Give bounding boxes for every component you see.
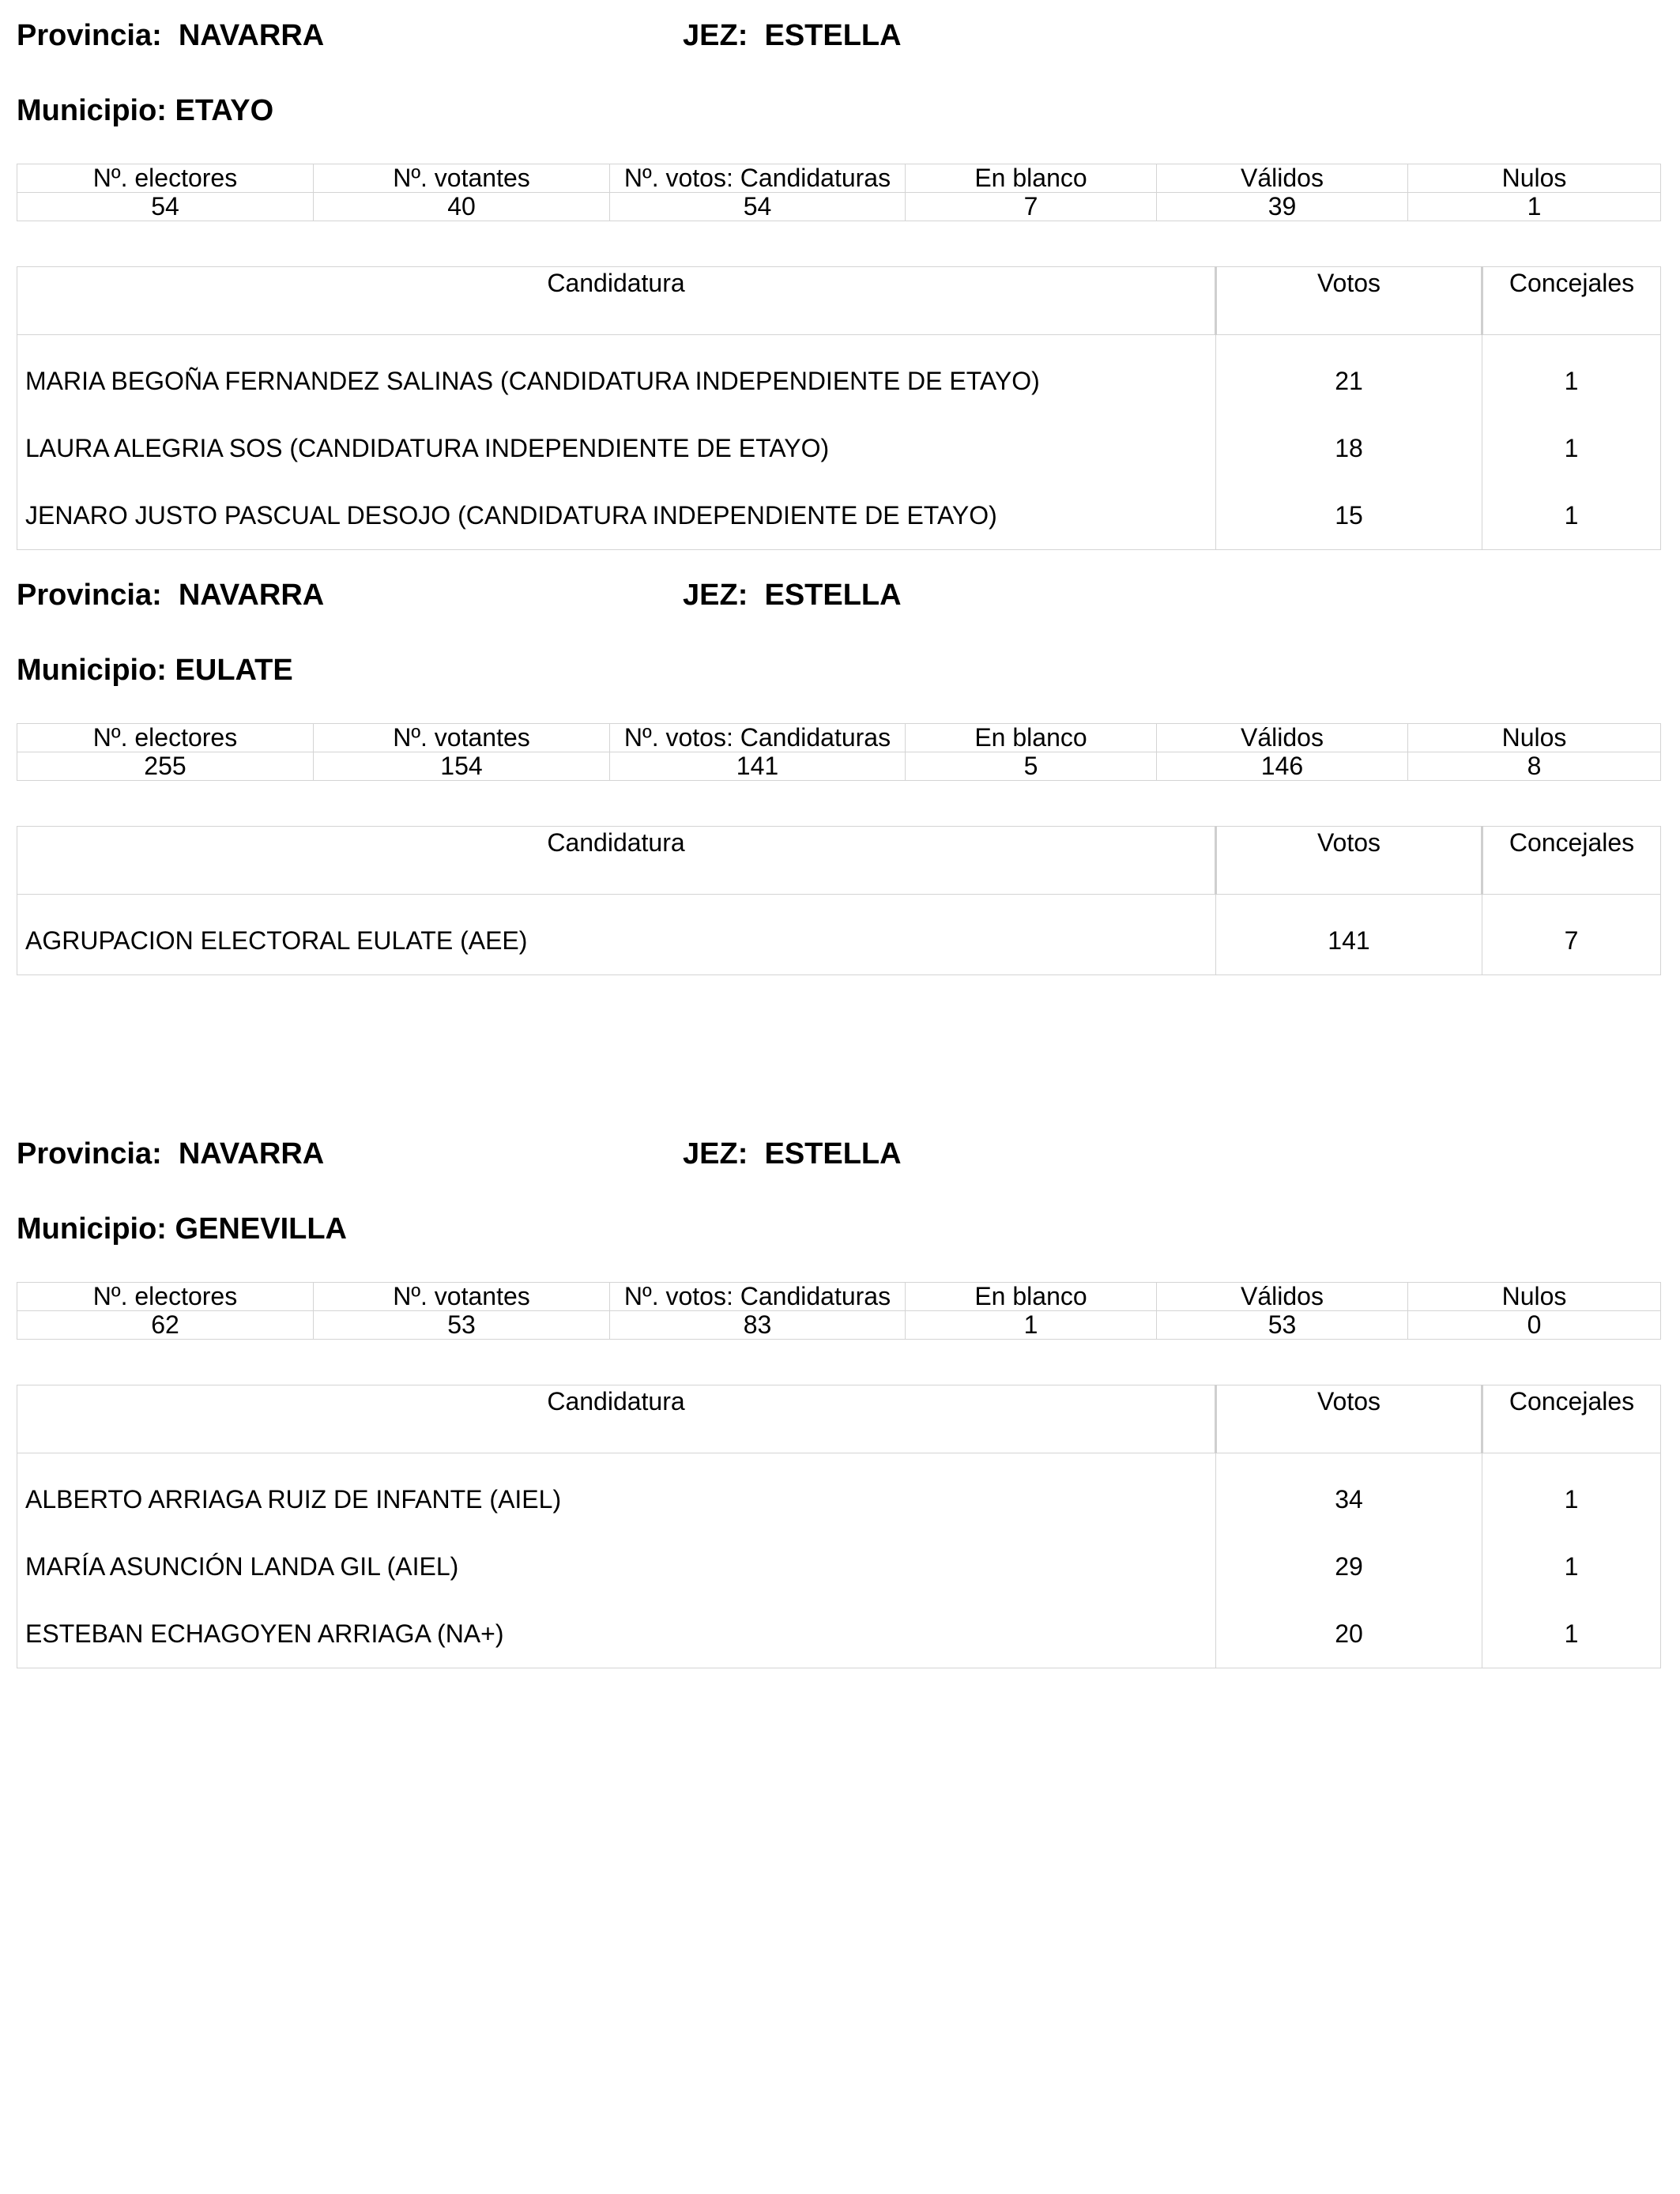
stats-votos-candidaturas: 141 (610, 752, 906, 781)
candidates-header-row (17, 267, 1661, 335)
candidate-votos: 29 (1216, 1533, 1482, 1600)
candidate-concejales: 1 (1482, 1600, 1661, 1668)
table-row (17, 335, 1661, 416)
municipio-heading: Municipio: ETAYO (17, 94, 274, 127)
candidates-table (17, 1385, 1661, 1668)
section-header (17, 579, 1660, 626)
stats-header-nulos: Nulos (1408, 724, 1661, 752)
candidate-votos: 20 (1216, 1600, 1482, 1668)
candidate-concejales: 1 (1482, 482, 1661, 550)
header-concejales: Concejales (1482, 267, 1661, 335)
stats-votos-candidaturas: 83 (610, 1311, 906, 1340)
stats-votantes: 53 (314, 1311, 610, 1340)
candidate-name: LAURA ALEGRIA SOS (CANDIDATURA INDEPENDIENTE DE ETAYO) (17, 415, 1216, 482)
stats-header-row (17, 164, 1661, 193)
section-header (17, 19, 1660, 66)
stats-header-votantes: Nº. votantes (314, 724, 610, 752)
candidate-concejales: 1 (1482, 415, 1661, 482)
stats-nulos: 8 (1408, 752, 1661, 781)
stats-table (17, 1282, 1661, 1340)
stats-header-row (17, 724, 1661, 752)
jez-heading: JEZ: ESTELLA (683, 1137, 902, 1171)
stats-header-votos-candidaturas: Nº. votos: Candidaturas (610, 164, 906, 193)
stats-electores: 62 (17, 1311, 314, 1340)
table-row (17, 1453, 1661, 1534)
candidate-name: MARÍA ASUNCIÓN LANDA GIL (AIEL) (17, 1533, 1216, 1600)
header-candidatura: Candidatura (17, 267, 1216, 335)
candidate-votos: 34 (1216, 1453, 1482, 1534)
municipality-section-etayo (17, 19, 1660, 530)
stats-header-validos: Válidos (1157, 164, 1408, 193)
candidate-votos: 18 (1216, 415, 1482, 482)
candidate-name: JENARO JUSTO PASCUAL DESOJO (CANDIDATURA INDEPENDIENTE DE ETAYO) (17, 482, 1216, 550)
stats-votos-candidaturas: 54 (610, 193, 906, 221)
stats-value-row (17, 193, 1661, 221)
stats-header-validos: Válidos (1157, 724, 1408, 752)
stats-votantes: 40 (314, 193, 610, 221)
municipio-heading: Municipio: EULATE (17, 654, 293, 687)
municipio-heading: Municipio: GENEVILLA (17, 1212, 347, 1246)
header-concejales: Concejales (1482, 827, 1661, 895)
stats-votantes: 154 (314, 752, 610, 781)
candidates-table (17, 826, 1661, 975)
stats-header-votos-candidaturas: Nº. votos: Candidaturas (610, 1283, 906, 1311)
candidate-votos: 141 (1216, 895, 1482, 975)
table-row (17, 895, 1661, 975)
candidate-name: ESTEBAN ECHAGOYEN ARRIAGA (NA+) (17, 1600, 1216, 1668)
provincia-heading: Provincia: NAVARRA (17, 1137, 325, 1171)
provincia-heading: Provincia: NAVARRA (17, 579, 325, 612)
stats-validos: 146 (1157, 752, 1408, 781)
stats-electores: 54 (17, 193, 314, 221)
jez-heading: JEZ: ESTELLA (683, 579, 902, 612)
stats-en-blanco: 7 (906, 193, 1157, 221)
stats-en-blanco: 1 (906, 1311, 1157, 1340)
candidate-concejales: 1 (1482, 1533, 1661, 1600)
municipality-section-eulate (17, 579, 1660, 955)
stats-header-en-blanco: En blanco (906, 1283, 1157, 1311)
candidate-concejales: 7 (1482, 895, 1661, 975)
stats-header-en-blanco: En blanco (906, 164, 1157, 193)
stats-table (17, 723, 1661, 781)
stats-header-electores: Nº. electores (17, 724, 314, 752)
stats-header-electores: Nº. electores (17, 1283, 314, 1311)
candidate-name: MARIA BEGOÑA FERNANDEZ SALINAS (CANDIDATURA INDEPENDIENTE DE ETAYO) (17, 335, 1216, 416)
candidate-name: ALBERTO ARRIAGA RUIZ DE INFANTE (AIEL) (17, 1453, 1216, 1534)
stats-value-row (17, 1311, 1661, 1340)
table-row (17, 1600, 1661, 1668)
candidate-votos: 15 (1216, 482, 1482, 550)
header-candidatura: Candidatura (17, 827, 1216, 895)
candidates-table (17, 266, 1661, 550)
jez-heading: JEZ: ESTELLA (683, 19, 902, 52)
stats-validos: 53 (1157, 1311, 1408, 1340)
stats-value-row (17, 752, 1661, 781)
stats-nulos: 0 (1408, 1311, 1661, 1340)
candidate-concejales: 1 (1482, 1453, 1661, 1534)
stats-header-votantes: Nº. votantes (314, 1283, 610, 1311)
candidates-header-row (17, 1385, 1661, 1453)
stats-header-nulos: Nulos (1408, 164, 1661, 193)
candidate-votos: 21 (1216, 335, 1482, 416)
header-votos: Votos (1216, 1385, 1482, 1453)
provincia-heading: Provincia: NAVARRA (17, 19, 325, 52)
table-row (17, 415, 1661, 482)
header-votos: Votos (1216, 267, 1482, 335)
stats-header-votos-candidaturas: Nº. votos: Candidaturas (610, 724, 906, 752)
candidates-header-row (17, 827, 1661, 895)
stats-nulos: 1 (1408, 193, 1661, 221)
header-votos: Votos (1216, 827, 1482, 895)
stats-header-en-blanco: En blanco (906, 724, 1157, 752)
header-concejales: Concejales (1482, 1385, 1661, 1453)
candidate-name: AGRUPACION ELECTORAL EULATE (AEE) (17, 895, 1216, 975)
table-row (17, 482, 1661, 550)
stats-electores: 255 (17, 752, 314, 781)
municipality-section-genevilla (17, 1137, 1660, 1648)
header-candidatura: Candidatura (17, 1385, 1216, 1453)
candidate-concejales: 1 (1482, 335, 1661, 416)
section-header (17, 1137, 1660, 1185)
stats-header-electores: Nº. electores (17, 164, 314, 193)
stats-header-validos: Válidos (1157, 1283, 1408, 1311)
stats-table (17, 164, 1661, 221)
stats-en-blanco: 5 (906, 752, 1157, 781)
stats-header-votantes: Nº. votantes (314, 164, 610, 193)
table-row (17, 1533, 1661, 1600)
stats-validos: 39 (1157, 193, 1408, 221)
stats-header-row (17, 1283, 1661, 1311)
stats-header-nulos: Nulos (1408, 1283, 1661, 1311)
